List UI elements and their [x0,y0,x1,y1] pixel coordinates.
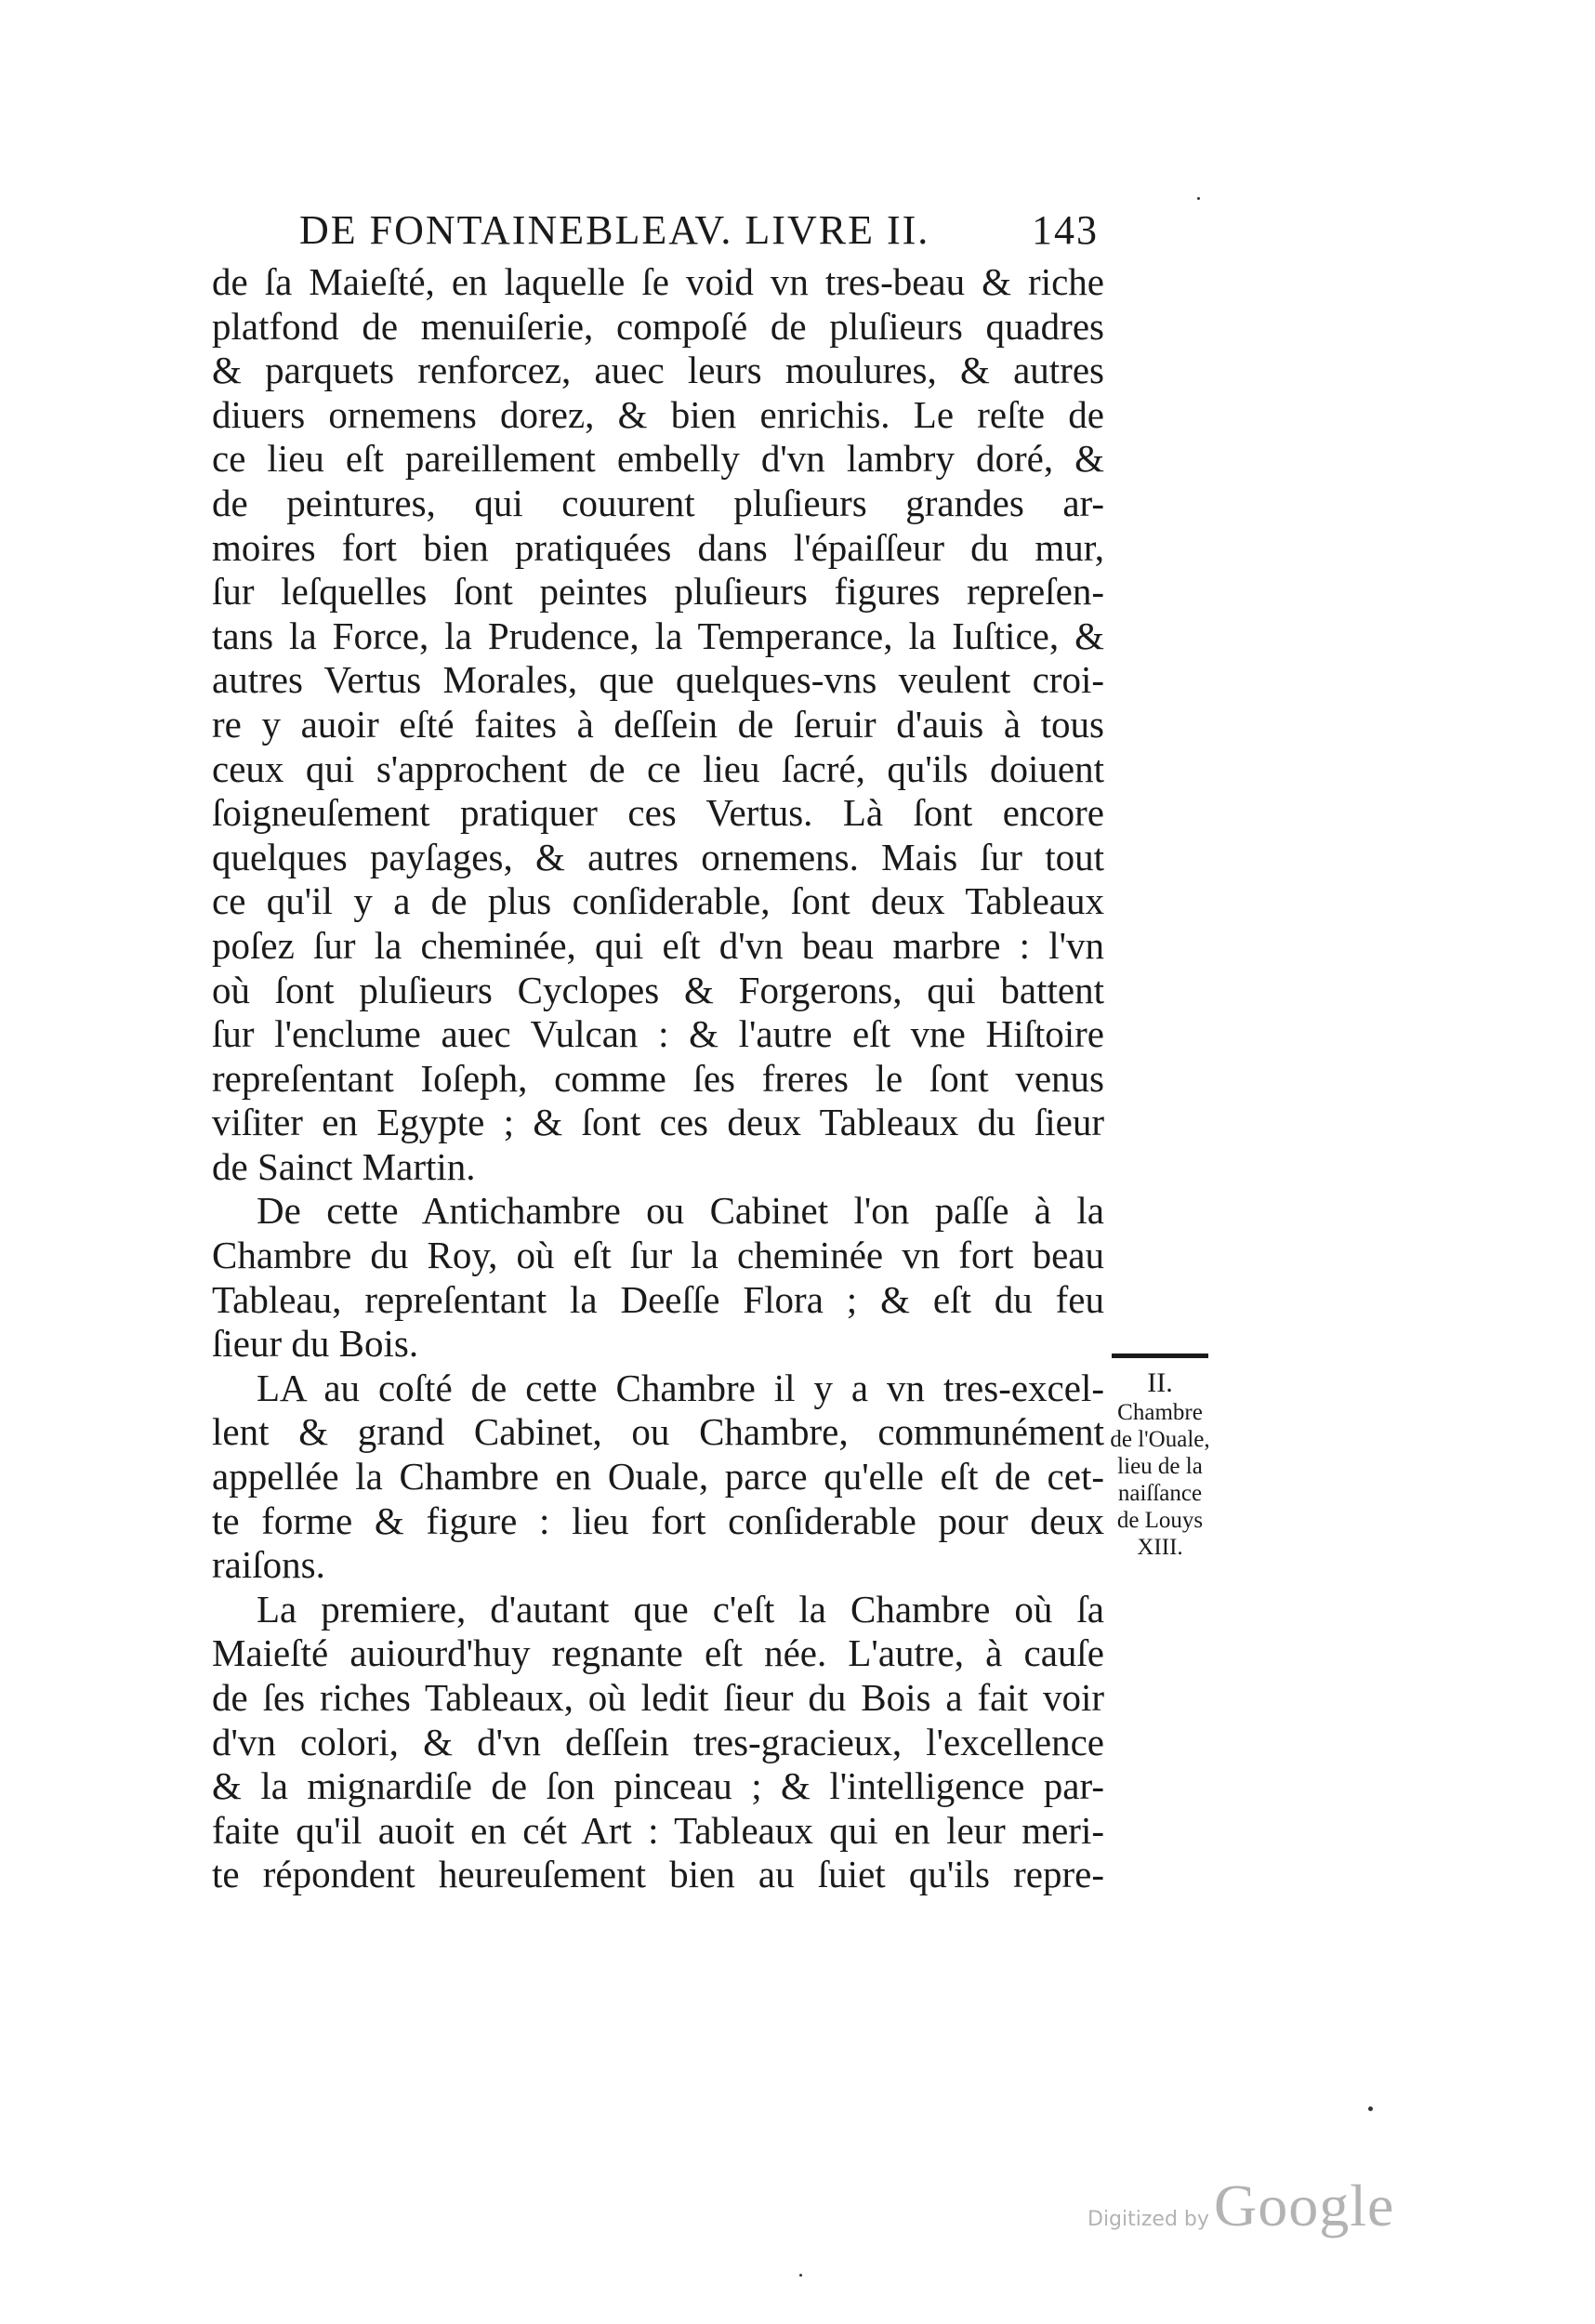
text-line: La premiere, d'autant que c'eſt la Chambre où ſa [257,1587,1104,1631]
text-line: faite qu'il auoit en cét Art : Tableaux qui en leur meri- [212,1808,1104,1852]
digitized-watermark [1088,2172,1394,2240]
page-number: 143 [1032,207,1099,253]
text-line: Maieſté auiourd'huy regnante eſt née. L'autre, à cauſe [212,1631,1104,1675]
text-line: ce qu'il y a de plus conſiderable, ſont deux Tableaux [212,879,1104,923]
running-title: DE FONTAINEBLEAV. LIVRE II. [299,207,930,253]
google-logo: Google [1214,2172,1395,2238]
text-line: ſieur du Bois. [212,1322,419,1366]
text-line: ſoigneuſement pratiquer ces Vertus. Là ſont encore [212,791,1104,835]
text-line: appellée la Chambre en Ouale, parce qu'elle eſt de cet- [212,1455,1104,1499]
margin-note-number: II. [1147,1367,1173,1398]
running-head [299,206,1099,262]
margin-note-line: Chambre [1117,1400,1203,1425]
margin-note-line: XIII. [1137,1535,1183,1560]
text-line: tans la Force, la Prudence, la Temperance, la Iuſtice, & [212,614,1104,657]
text-line: ce lieu eſt pareillement embelly d'vn lambry doré, & [212,437,1104,481]
text-line: d'vn colori, & d'vn deſſein tres-gracieux, l'excellence [212,1720,1104,1763]
text-line: autres Vertus Morales, que quelques-vns veulent croi- [212,658,1104,702]
margin-note-line: naiſſance [1117,1481,1203,1506]
margin-note-line: lieu de la [1117,1454,1203,1479]
text-line: te forme & figure : lieu fort conſiderable pour deux [212,1499,1104,1542]
digitized-label: Digitized by [1088,2208,1209,2231]
text-line: de Sainct Martin. [212,1144,476,1188]
text-line: ſur l'enclume auec Vulcan : & l'autre eſt vne Hiſtoire [212,1012,1104,1056]
text-line: & la mignardiſe de ſon pinceau ; & l'intelligence par- [212,1764,1104,1808]
text-line: diuers ornemens dorez, & bien enrichis. Le reſte de [212,392,1104,436]
ink-speck [1197,197,1200,200]
text-line: De cette Antichambre ou Cabinet l'on paſſe à la [257,1189,1104,1233]
text-line: où ſont pluſieurs Cyclopes & Forgerons, qui battent [212,968,1104,1011]
margin-note-line: de Louys [1116,1508,1204,1533]
ink-speck [799,2274,802,2277]
text-line: de peintures, qui couurent pluſieurs grandes ar- [212,481,1104,524]
text-line: re y auoir eſté faites à deſſein de ſeruir d'auis à tous [212,702,1104,746]
text-line: repreſentant Ioſeph, comme ſes freres le ſont venus [212,1056,1104,1100]
text-line: Tableau, repreſentant la Deeſſe Flora ; & eſt du feu [212,1277,1104,1321]
text-line: lent & grand Cabinet, ou Chambre, communément [212,1410,1104,1454]
text-line: ſur leſquelles ſont peintes pluſieurs figures repreſen- [212,570,1104,614]
ink-speck [1368,2106,1373,2111]
margin-note-line: de l'Ouale, [1110,1427,1210,1452]
text-line: quelques payſages, & autres ornemens. Mais ſur tout [212,835,1104,878]
text-line: LA au coſté de cette Chambre il y a vn tres-excel- [257,1366,1104,1409]
text-line: raiſons. [212,1543,325,1587]
text-line: Chambre du Roy, où eſt ſur la cheminée vn fort beau [212,1234,1104,1277]
margin-note [1102,1353,1218,1561]
text-line: poſez ſur la cheminée, qui eſt d'vn beau marbre : l'vn [212,923,1104,967]
text-line: viſiter en Egypte ; & ſont ces deux Tableaux du ſieur [212,1101,1104,1144]
text-line: te répondent heureuſement bien au ſuiet qu'ils repre- [212,1853,1104,1896]
text-line: & parquets renforcez, auec leurs moulures, & autres [212,349,1104,392]
margin-rule [1112,1353,1208,1358]
body-text [212,260,1104,1897]
text-line: platfond de menuiſerie, compoſé de pluſieurs quadres [212,304,1104,348]
text-line: moires fort bien pratiquées dans l'épaiſſeur du mur, [212,525,1104,569]
text-line: ceux qui s'approchent de ce lieu ſacré, qu'ils doiuent [212,746,1104,790]
text-line: de ſa Maieſté, en laquelle ſe void vn tres-beau & riche [212,260,1104,303]
text-line: de ſes riches Tableaux, où ledit ſieur du Bois a fait voir [212,1676,1104,1719]
